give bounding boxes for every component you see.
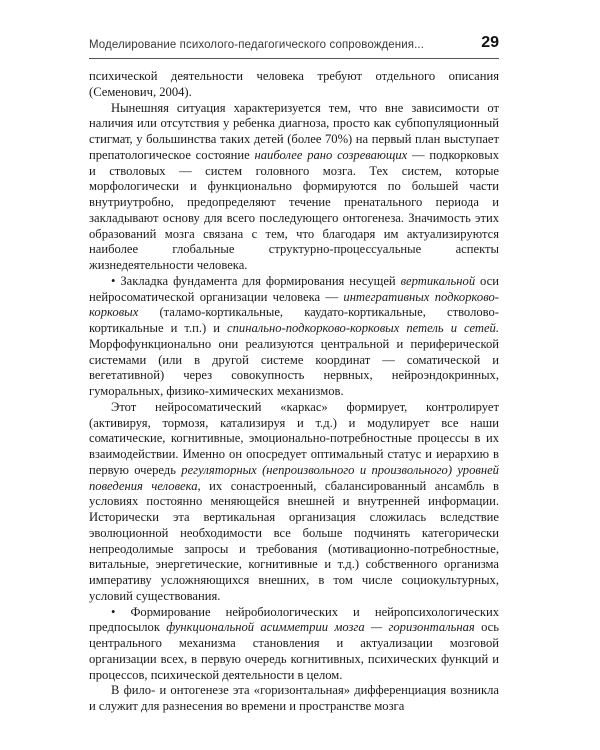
italic-text: вертикальной: [400, 273, 476, 288]
text-run: ось центрального механизма становления и актуализации мозговой организации всех, в первую очередь когнитивных, психических функций и процессов, психической деятельности в целом.: [89, 620, 500, 682]
text-run: • Закладка фундамента для формирования несущей: [111, 273, 401, 288]
text-run: Этот нейросоматический «каркас» формирует, контролирует (активируя, тормозя, катализируя и т.д.) и модулирует все наши соматические, когнитивные, эмоционально-потребностные процессы в их взаимодействии. Именно он опосредует оптимальный статус и иерархию в первую очередь: [89, 399, 499, 477]
paragraph-1: [89, 69, 499, 101]
italic-text: спинально-подкорково-корковых петель и сетей.: [227, 321, 499, 335]
text-run: психической деятельности человека требуют отдельного описания (Семенович, 2004).: [89, 69, 499, 99]
text-run: — подкорковых и стволовых — систем головного мозга. Тех систем, которые морфологически и функционально формируются по большей части внутриутробно, предопределяют течение пренатального периода и закладывают основу для всего последующего онтогенеза. Значимость этих образований мозга связана с тем, что благодаря им актуализируются наиболее глобальные структурно-процессуальные аспекты жизнедеятельности человека.: [89, 147, 499, 272]
page-number: 29: [481, 34, 499, 51]
text-run: Морфофункционально они реализуются центральной и периферической системами (или в другой системе координат — соматической и вегетативной) через совокупность нервных, нейроэндокринных, гуморальных, физико-химических механизмов.: [89, 336, 499, 398]
text-run: оси нейросоматической организации человека —: [89, 273, 499, 304]
text-run: В фило- и онтогенезе эта «горизонтальная» дифференциация возникла и служит для разнесения во времени и пространстве мозга: [89, 683, 499, 713]
italic-text: функциональной асимметрии мозга — горизонтальная: [166, 620, 475, 635]
italic-text: регуляторных (непроизвольного и произвольного) уровней поведения человека,: [89, 462, 499, 493]
running-header: [89, 34, 499, 56]
text-run: • Формирование нейробиологических и нейропсихологических предпосылок: [89, 604, 499, 635]
bullet-paragraph-vertical-axis: [89, 274, 499, 400]
paragraph-2: [89, 101, 499, 274]
text-run: их сонастроенный, сбалансированный ансамбль в условиях постоянно меняющейся внешней и внутренней информации. Исторически эта вертикальная организация сложилась вследствие эволюционной необходимости все больше подчинять категорически непреодолимые запросы и требования (мотивационно-потребностные, витальные, энергетические, когнитивные и т.д.) собственного организма императиву усложняющихся внешних, в том числе социокультурных, условий существования.: [89, 478, 500, 603]
bullet-paragraph-horizontal-axis: [89, 605, 499, 684]
paragraph-4: [89, 400, 499, 605]
running-header-title: Моделирование психолого-педагогического сопровождения...: [89, 39, 424, 51]
italic-text: интегративных подкорково-корковых: [89, 289, 499, 320]
text-run: (таламо-кортикальные, каудато-кортикальные, стволово-кортикальные и т.п.) и: [89, 305, 499, 335]
body-text: [89, 69, 499, 715]
text-run: Нынешняя ситуация характеризуется тем, что вне зависимости от наличия или отсутствия у ребенка диагноза, просто как субпопуляционный стигмат, у большинства таких детей (более 70%) на первый план выступает препатологическое состояние: [89, 100, 499, 162]
italic-text: наиболее рано созревающих: [254, 147, 408, 162]
header-divider: [89, 58, 499, 59]
paragraph-6: [89, 683, 499, 715]
